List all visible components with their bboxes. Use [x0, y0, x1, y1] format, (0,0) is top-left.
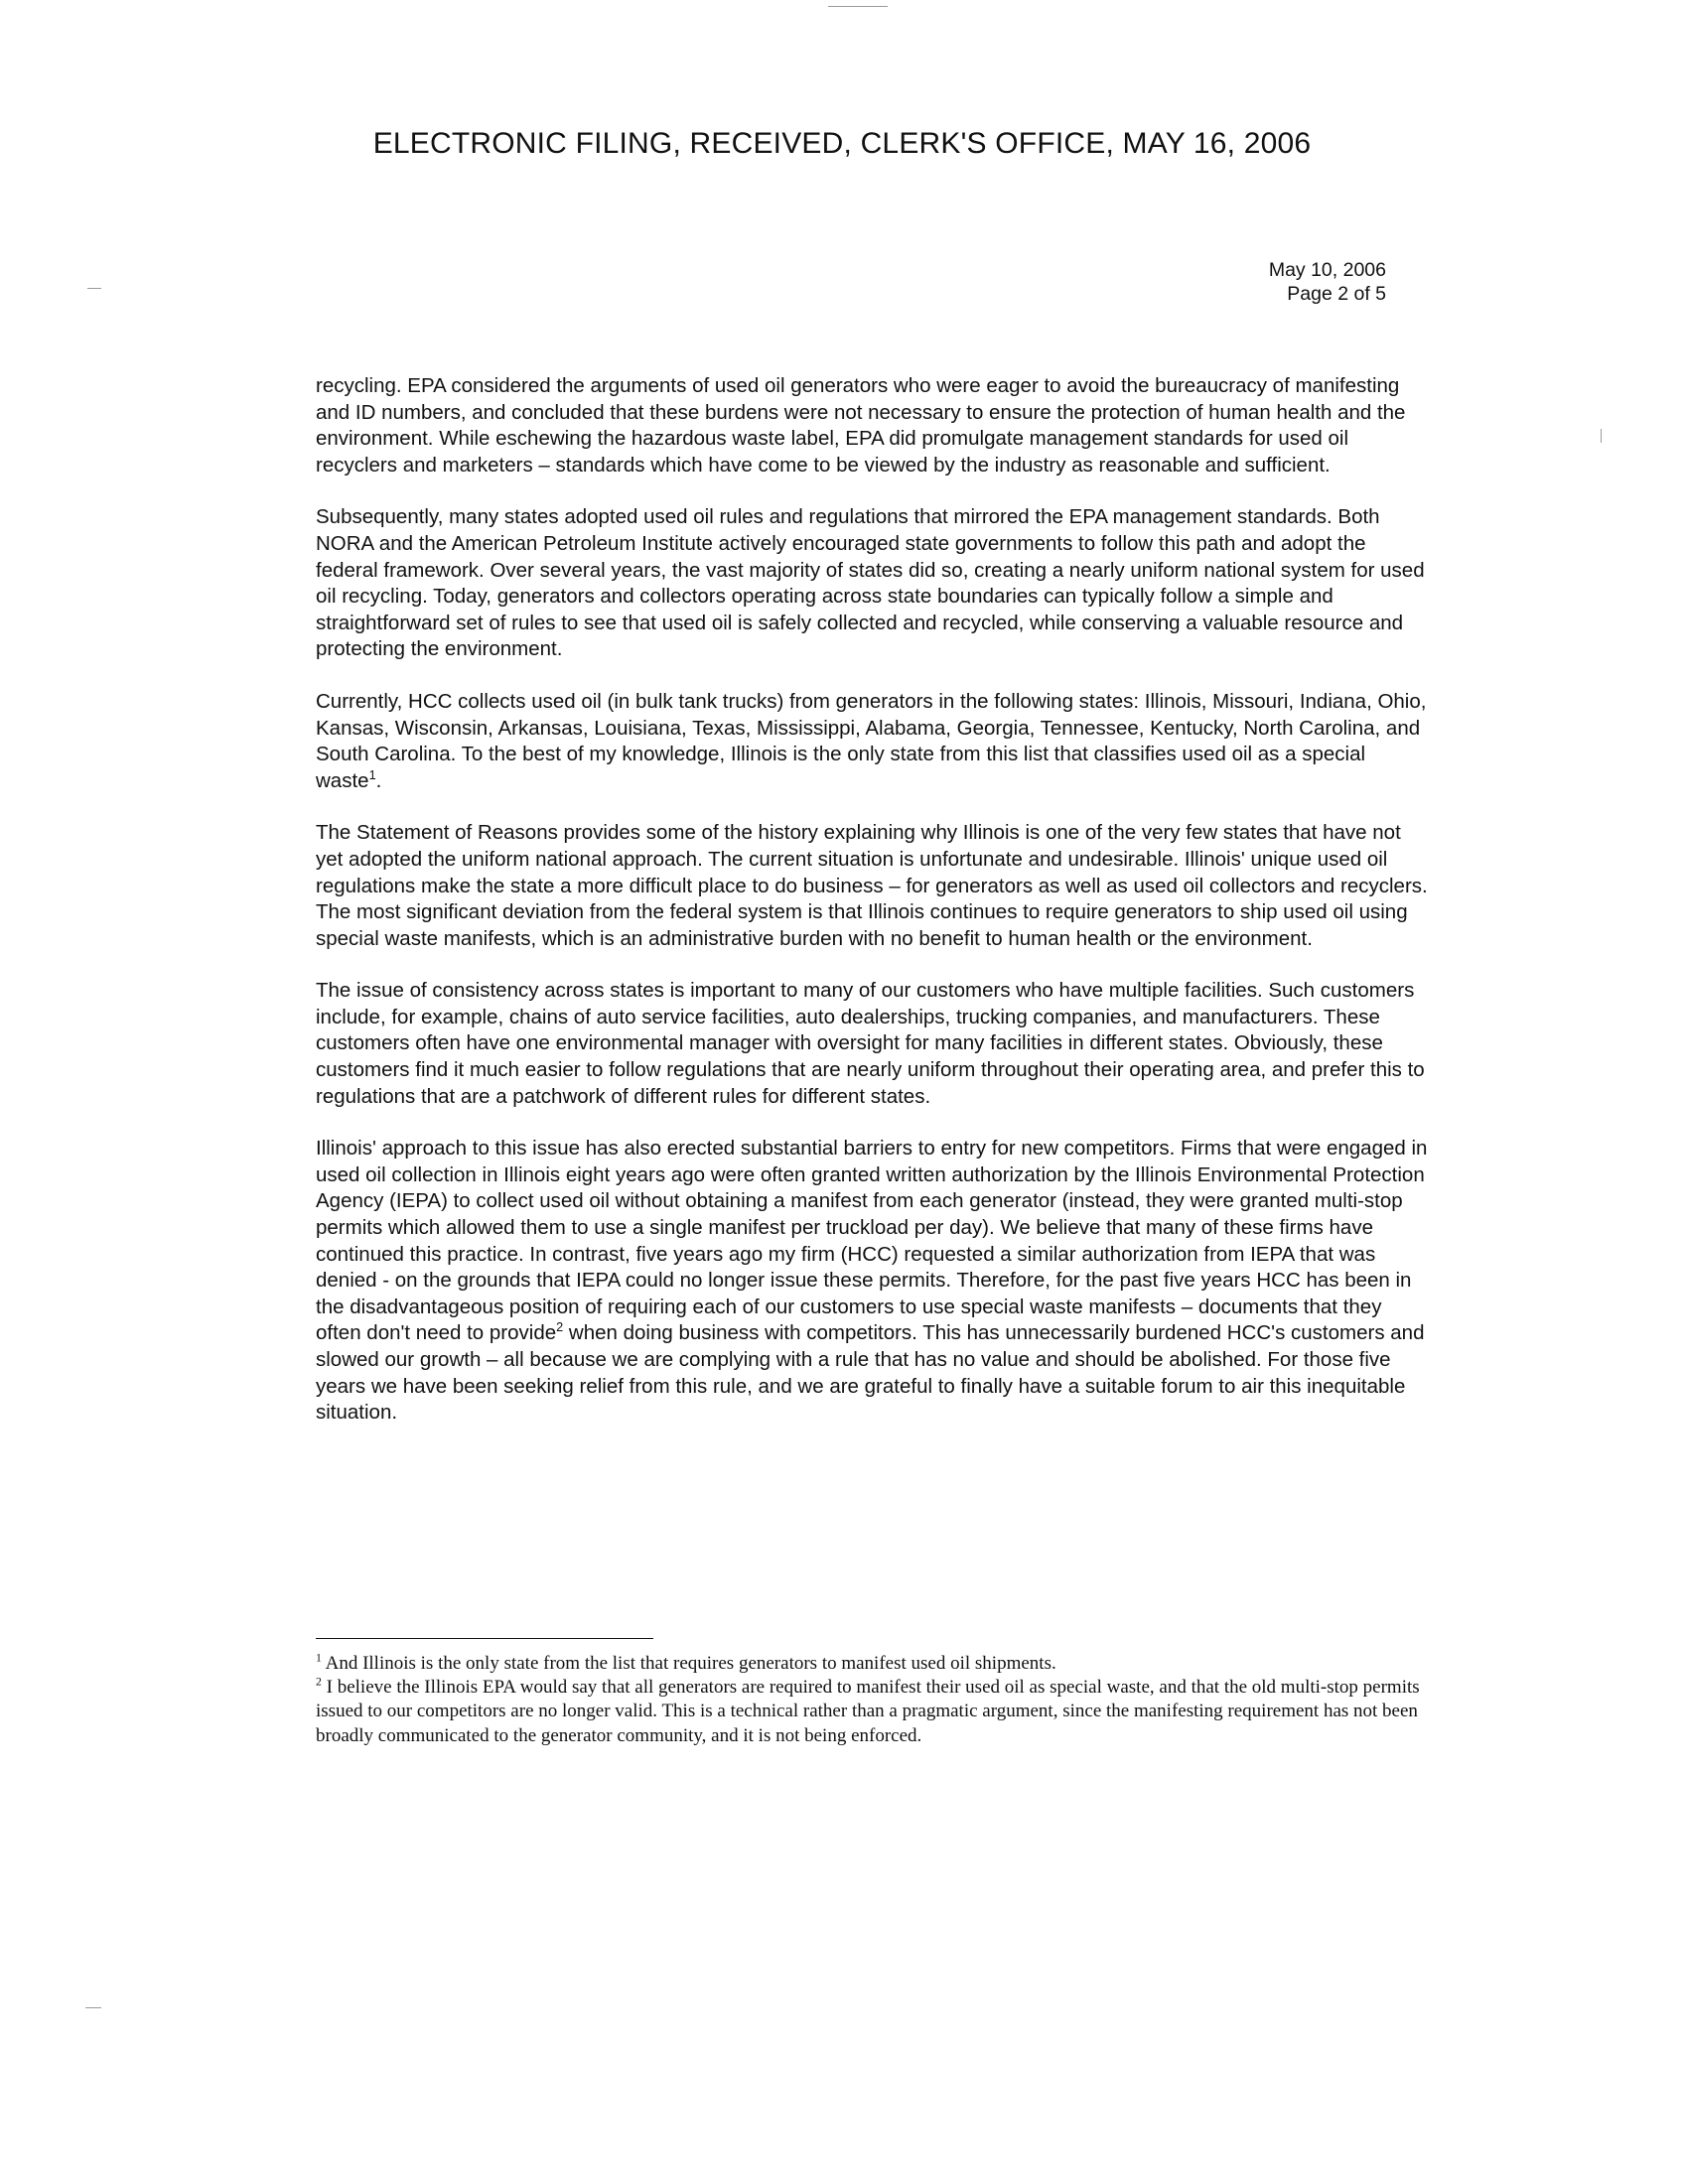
footnote-divider — [316, 1638, 653, 1639]
letter-body — [316, 373, 1428, 1452]
paragraph: The issue of consistency across states is important to many of our customers who have multiple facilities. Such customers include, for example, chains of auto service facilities, auto dealerships, trucking companies, and manufacturers. These customers often have one environmental manager with oversight for many facilities in different states. Obviously, these customers find it much easier to follow regulations that are nearly uniform throughout their operating area, and prefer this to regulations that are a patchwork of different rules for different states. — [316, 979, 1425, 1108]
footnote-text: And Illinois is the only state from the list that requires generators to manifest used oil shipments. — [321, 1653, 1056, 1674]
paragraph-text: . — [375, 768, 382, 792]
paragraph: The Statement of Reasons provides some of the history explaining why Illinois is one of the very few states that have not yet adopted the uniform national approach. The current situation is unfortunate and undesirable. Illinois' unique used oil regulations make the state a more difficult place to do business – for generators as well as used oil collectors and recyclers. The most significant deviation from the federal system is that Illinois continues to require generators to ship used oil using special waste manifests, which is an administrative burden with no benefit to human health or the environment. — [316, 821, 1428, 950]
footnote-marker: 1 — [316, 1651, 322, 1665]
paragraph — [316, 1136, 1428, 1427]
filing-stamp: ELECTRONIC FILING, RECEIVED, CLERK'S OFFICE, MAY 16, 2006 — [372, 127, 1312, 160]
scan-artifact — [85, 2007, 101, 2008]
paragraph: Subsequently, many states adopted used oil rules and regulations that mirrored the EPA management standards. Both NORA and the American Petroleum Institute actively encouraged state governments to follow this path and adopt the federal framework. Over several years, the vast majority of states did so, creating a nearly uniform national system for used oil recycling. Today, generators and collectors operating across state boundaries can typically follow a simple and straightforward set of rules to see that used oil is safely collected and recycled, while conserving a valuable resource and protecting the environment. — [316, 505, 1425, 661]
footnote-reference: 1 — [368, 766, 376, 782]
scan-artifact — [828, 6, 888, 7]
footnote — [316, 1652, 1428, 1676]
footnote-reference: 2 — [556, 1319, 564, 1335]
letter-date-block — [1269, 258, 1386, 306]
letter-date: May 10, 2006 — [1268, 259, 1386, 281]
footnote-marker: 2 — [316, 1675, 322, 1689]
page-number: Page 2 of 5 — [1287, 283, 1386, 305]
paragraph-text: Illinois' approach to this issue has also erected substantial barriers to entry for new competitors. Firms that were engaged in used oil collection in Illinois eight years ago were often granted written authorization by the Illinois Environmental Protection Agency (IEPA) to collect used oil without obtaining a manifest from each generator (instead, they were granted multi-stop permits which allowed them to use a single manifest per truckload per day). We believe that many of these firms have continued this practice. In contrast, five years ago my firm (HCC) requested a similar authorization from IEPA that was denied - on the grounds that IEPA could no longer issue these permits. Therefore, for the past five years HCC has been in the disadvantageous position of requiring each of our customers to use special waste manifests – documents that they often don't need to provide — [316, 1137, 1428, 1345]
scan-artifact — [1601, 429, 1602, 443]
paragraph-text: when doing business with competitors. This has unnecessarily burdened HCC's customers and slowed our growth – all because we are complying with a rule that has no value and should be abolished. For those five years we have been seeking relief from this rule, and we are grateful to finally have a suitable forum to air this inequitable situation. — [316, 1321, 1425, 1425]
footnote-text: I believe the Illinois EPA would say that all generators are required to manifest their used oil as special waste, and that the old multi-stop permits issued to our competitors are no longer valid. This is a technical rather than a pragmatic argument, since the manifesting requirement has not been broadly communicated to the generator community, and it is not being enforced. — [316, 1677, 1420, 1746]
scan-artifact — [87, 288, 101, 289]
paragraph-text: Currently, HCC collects used oil (in bulk tank trucks) from generators in the following states: Illinois, Missouri, Indiana, Ohio, Kansas, Wisconsin, Arkansas, Louisiana, Texas, Mississippi, Alabama, Georgia, Tennessee, Kentucky, North Carolina, and South Carolina. To the best of my knowledge, Illinois is the only state from this list that classifies used oil as a special waste — [316, 689, 1427, 792]
paragraph: recycling. EPA considered the arguments of used oil generators who were eager to avoid the bureaucracy of manifesting and ID numbers, and concluded that these burdens were not necessary to ensure the protection of human health and the environment. While eschewing the hazardous waste label, EPA did promulgate management standards for used oil recyclers and marketers – standards which have come to be viewed by the industry as reasonable and sufficient. — [316, 374, 1406, 477]
footnote — [316, 1676, 1428, 1748]
footnotes — [316, 1652, 1428, 1748]
paragraph — [316, 689, 1428, 794]
